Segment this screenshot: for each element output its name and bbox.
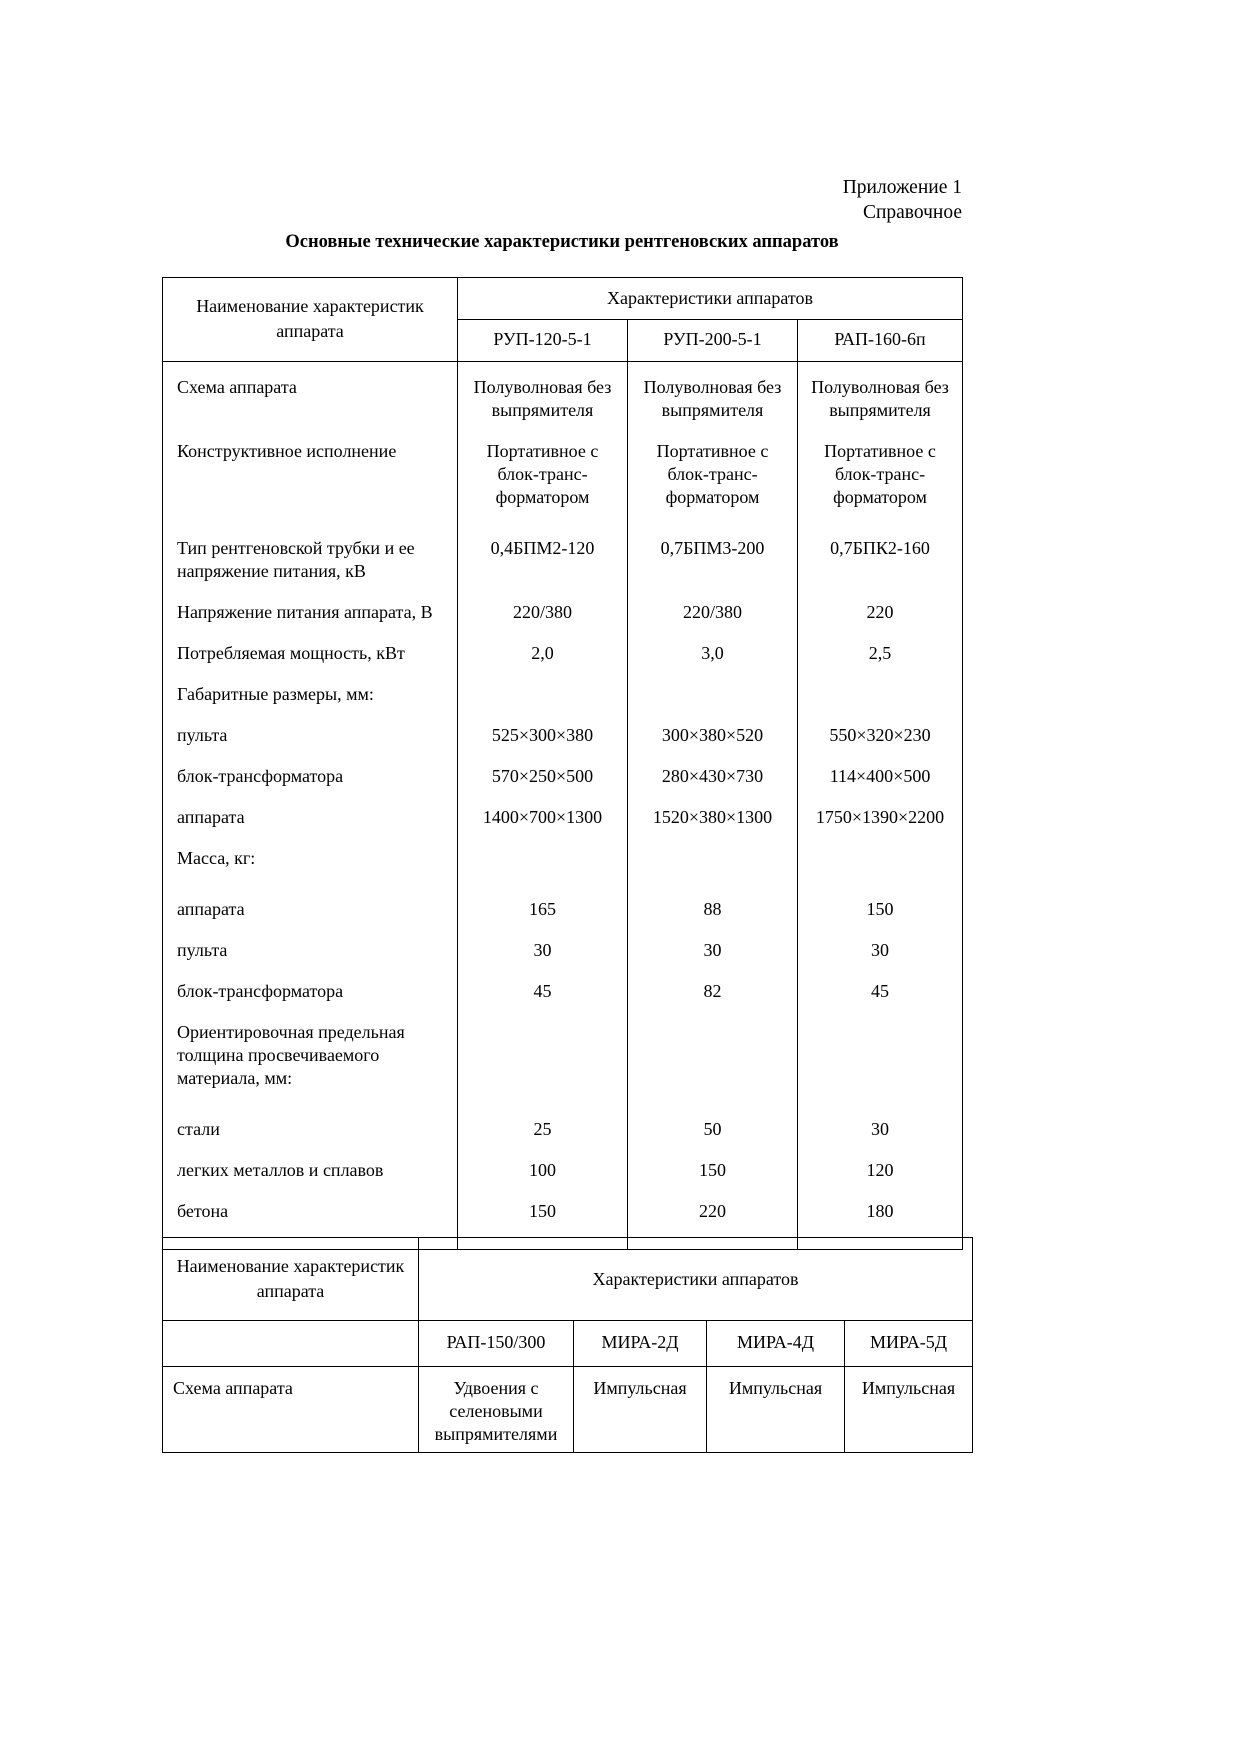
row-label: бетона (163, 1188, 458, 1250)
table-row (163, 630, 963, 671)
row-value: 150 (458, 1188, 628, 1250)
row-value: Удвоения с селеновыми выпрямителями (419, 1367, 574, 1453)
row-label: аппарата (163, 794, 458, 835)
row-value: 570×250×500 (458, 753, 628, 794)
row-value: 3,0 (628, 630, 798, 671)
row-value (628, 835, 798, 886)
row-value: Импульсная (574, 1367, 707, 1453)
table-row (163, 671, 963, 712)
table-row (163, 1147, 963, 1188)
header-device-2: РАП-160-6п (798, 320, 963, 362)
table-row (163, 428, 963, 525)
row-value (458, 1009, 628, 1106)
row-value: 220 (628, 1188, 798, 1250)
row-label: Габаритные размеры, мм: (163, 671, 458, 712)
row-value (458, 671, 628, 712)
row-label: блок-трансформатора (163, 968, 458, 1009)
row-value: 100 (458, 1147, 628, 1188)
table-row (163, 835, 963, 886)
header-device-3: МИРА-5Д (845, 1321, 973, 1367)
row-value: 280×430×730 (628, 753, 798, 794)
row-value: Полуволновая без выпрямителя (458, 362, 628, 429)
row-value: 30 (458, 927, 628, 968)
row-value: 120 (866, 1160, 894, 1180)
header-device-0: РУП-120-5-1 (458, 320, 628, 362)
table-row (163, 753, 963, 794)
row-value (628, 671, 798, 712)
reference-label: Справочное (862, 202, 962, 223)
row-value: Импульсная (861, 1378, 956, 1398)
header-name-column: Наименование характеристик аппарата (163, 1238, 419, 1321)
row-value: 1750×1390×2200 (815, 807, 945, 827)
row-label: пульта (163, 927, 458, 968)
row-label: Конструктивное исполнение (163, 428, 458, 525)
header-device-2: МИРА-4Д (707, 1321, 845, 1367)
table-row (163, 794, 963, 835)
table-row (163, 1106, 963, 1147)
row-value: 114×400×500 (829, 766, 931, 786)
table-row (163, 525, 963, 589)
row-value: 220 (866, 602, 894, 622)
row-value: 150 (628, 1147, 798, 1188)
header-device-1: МИРА-2Д (574, 1321, 707, 1367)
header-device-1: РУП-200-5-1 (628, 320, 798, 362)
row-value: Полуволновая без выпрямителя (628, 362, 798, 429)
row-value: 88 (628, 886, 798, 927)
table-row (163, 886, 963, 927)
row-value: 0,7БПК2-160 (830, 538, 930, 558)
row-value: 30 (871, 1119, 890, 1139)
row-value: 2,0 (458, 630, 628, 671)
row-value: Портативное с блок-транс-форматором (824, 441, 936, 507)
row-label: блок-трансформатора (163, 753, 458, 794)
row-value: 45 (871, 981, 890, 1001)
row-value (628, 1009, 798, 1106)
table-header-row-group (163, 278, 963, 320)
header-group-label: Характеристики аппаратов (419, 1238, 973, 1321)
row-value: 50 (628, 1106, 798, 1147)
apparatus-characteristics-table-2 (162, 1237, 973, 1453)
row-value: Портативное с блок-транс-форматором (458, 428, 628, 525)
document-header (0, 175, 962, 225)
row-value: 30 (628, 927, 798, 968)
row-value: Портативное с блок-транс-форматором (628, 428, 798, 525)
row-label: стали (163, 1106, 458, 1147)
apparatus-characteristics-table-1 (162, 277, 963, 1250)
row-label: аппарата (163, 886, 458, 927)
row-label: легких металлов и сплавов (163, 1147, 458, 1188)
table-row (163, 362, 963, 429)
header-group-label: Характеристики аппаратов (458, 278, 963, 320)
table-row (163, 1367, 973, 1453)
row-value: 300×380×520 (628, 712, 798, 753)
row-value: 150 (866, 899, 894, 919)
row-value (798, 1009, 963, 1106)
appendix-label: Приложение 1 (842, 177, 962, 198)
table-row (163, 968, 963, 1009)
row-label: Ориентировочная предельная толщина просвечиваемого материала, мм: (163, 1009, 458, 1106)
row-value: Полуволновая без выпрямителя (811, 377, 949, 420)
row-value: 220/380 (458, 589, 628, 630)
row-value: 30 (871, 940, 890, 960)
row-label: пульта (163, 712, 458, 753)
row-value (798, 671, 963, 712)
table-row (163, 1009, 963, 1106)
table-header-row-devices (163, 1321, 973, 1367)
row-value (798, 835, 963, 886)
row-label: Тип рентгеновской трубки и ее напряжение питания, кВ (163, 525, 458, 589)
table-row (163, 712, 963, 753)
table-header-row-group (163, 1238, 973, 1321)
row-value: 180 (866, 1201, 894, 1221)
row-value: 0,7БПМ3-200 (628, 525, 798, 589)
row-value: 1520×380×1300 (628, 794, 798, 835)
page-title: Основные технические характеристики рентгеновских аппаратов (285, 232, 839, 252)
table-row (163, 927, 963, 968)
header-blank-cell (163, 1321, 419, 1367)
row-value: 82 (628, 968, 798, 1009)
header-device-0: РАП-150/300 (419, 1321, 574, 1367)
row-value: 1400×700×1300 (458, 794, 628, 835)
header-name-column: Наименование характеристик аппарата (163, 278, 458, 362)
row-value: 45 (458, 968, 628, 1009)
row-label: Масса, кг: (163, 835, 458, 886)
row-label: Схема аппарата (163, 1367, 419, 1453)
row-value: 550×320×230 (829, 725, 931, 745)
row-value (458, 835, 628, 886)
row-label: Напряжение питания аппарата, В (163, 589, 458, 630)
row-value: 220/380 (628, 589, 798, 630)
row-label: Схема аппарата (163, 362, 458, 429)
row-value: Импульсная (707, 1367, 845, 1453)
row-label: Потребляемая мощность, кВт (163, 630, 458, 671)
table-row (163, 589, 963, 630)
row-value: 525×300×380 (458, 712, 628, 753)
row-value: 2,5 (868, 643, 892, 663)
row-value: 25 (458, 1106, 628, 1147)
row-value: 0,4БПМ2-120 (458, 525, 628, 589)
row-value: 165 (458, 886, 628, 927)
